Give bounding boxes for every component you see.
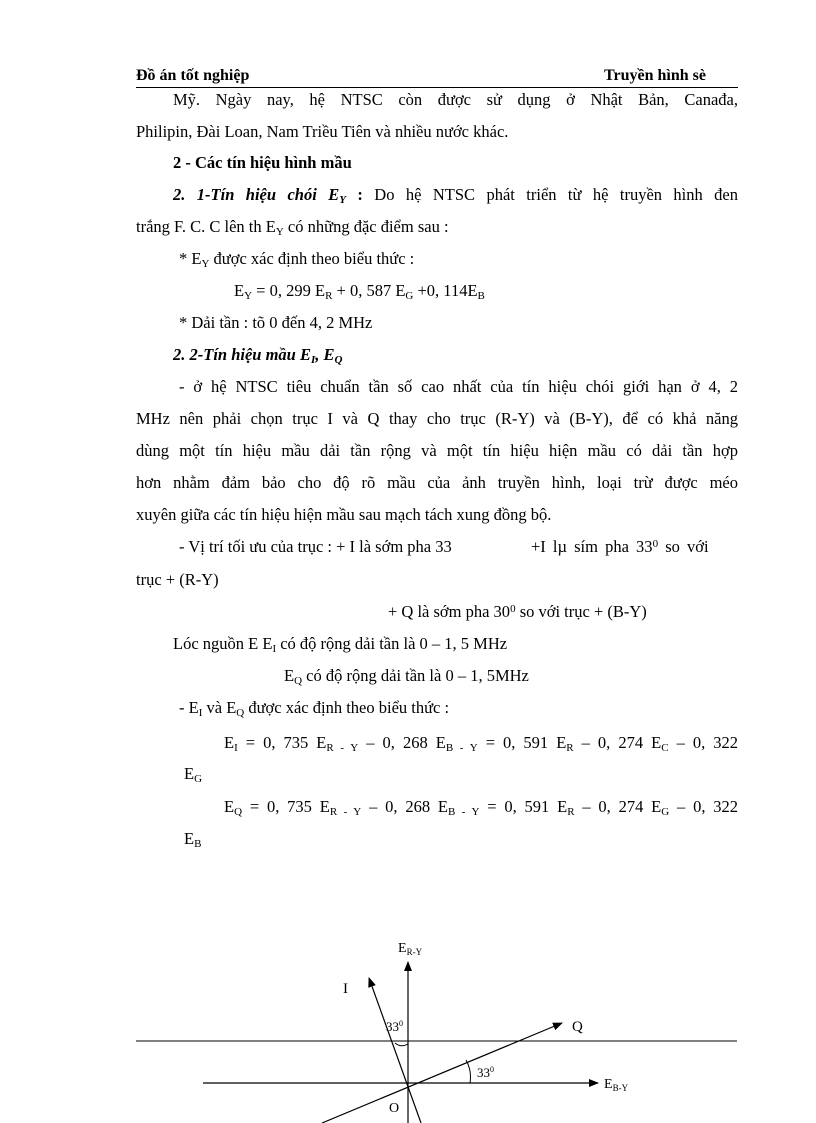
para-line-4: hơn nhằm đảm bảo cho độ rõ mầu của ảnh truyền hình, loại trừ được méo	[136, 473, 738, 492]
para-line-1: - ở hệ NTSC tiêu chuẩn tần số cao nhất của tín hiệu chói giới hạn ở 4, 2	[179, 377, 738, 396]
angle-i-label: $33^0$	[386, 1019, 403, 1034]
bullet-ey-definition: * $E_Y$ được xác định theo biểu thức :	[179, 249, 415, 270]
intro-line-1: Mỹ. Ngày nay, hệ NTSC còn được sử dụng ở Nhật Bản, Canađa,	[173, 90, 738, 109]
section-2-2-heading: 2. 2-Tín hiệu mầu $E_I$, $E_Q$	[173, 345, 343, 366]
intro-line-2: Philipin, Đài Loan, Nam Triều Tiên và nhiều nước khác.	[136, 122, 509, 141]
formula-eq: $E_Q = 0$, 735 $E_{R - Y} - 0$, 268 $E_{B - Y} = 0$, 591 $E_R - 0$, 274 $E_G - 0$, 322	[224, 797, 739, 818]
source-eq-bandwidth: $E_Q$ có độ rộng dải tần là 0 – 1, 5MHz	[284, 666, 529, 687]
formula-ey: $E_Y = 0$, 299 $E_R + 0$, 587 $E_G +0$, $114E_B$	[234, 281, 485, 302]
section-2-1-heading: 2. 1-Tín hiệu chói E	[173, 185, 340, 204]
angle-arc-i	[395, 1043, 408, 1046]
q-axis-position: + Q là sớm pha $30^0$ so với trục + (B-Y)	[388, 602, 647, 621]
optimal-position-a: - Vị trí tối ưu của trục : + I là sớm pha 33	[179, 537, 452, 556]
bullet-bandwidth: * Dải tần : tõ 0 đến 4, 2 MHz	[179, 313, 373, 332]
eby-label: $E_{B-Y}$	[604, 1077, 629, 1093]
q-axis	[322, 1023, 562, 1123]
section-2-title: 2 - Các tín hiệu hình mầu	[173, 153, 352, 172]
formula-eq-tail: $E_B$	[184, 829, 202, 850]
section-2-1-text: Do hệ NTSC phát triển từ hệ truyền hình đen	[374, 185, 738, 204]
ery-label: $E_{R-Y}$	[398, 941, 423, 957]
source-ei-bandwidth: Lóc nguồn E $E_I$ có độ rộng dải tần là 0 – 1, 5 MHz	[173, 634, 508, 655]
section-2-1-heading-line: 2. 1-Tín hiệu chói $E_Y$ : Do hệ NTSC phát triển từ hệ truyền hình đen	[173, 185, 738, 206]
optimal-position-line-2: trục + (R-Y)	[136, 570, 219, 589]
angle-q-label: $33^0$	[477, 1065, 494, 1080]
header-right: Truyền hình sè	[604, 67, 706, 84]
para-line-5: xuyên giữa các tín hiệu hiện mầu sau mạch tách xung đồng bộ.	[136, 505, 552, 524]
angle-arc-q	[466, 1060, 471, 1083]
section-2-1-line-2: trắng F. C. C lên th $E_Y$ có những đặc điểm sau :	[136, 217, 449, 238]
i-label: I	[343, 981, 348, 997]
formula-ei-tail: $E_G$	[184, 764, 203, 785]
formula-ei: $E_I = 0$, 735 $E_{R - Y} - 0$, 268 $E_{B - Y} = 0$, 591 $E_R - 0$, 274 $E_C - 0$, 322	[224, 733, 739, 754]
para-line-2: MHz nên phải chọn trục I và Q thay cho trục (R-Y) và (B-Y), để có khả năng	[136, 409, 738, 428]
optimal-position-b: +I lµ sím pha $33^0$ so với	[531, 537, 709, 556]
ei-eq-definition: - $E_I$ và $E_Q$ được xác định theo biểu thức :	[179, 698, 450, 719]
header-left: Đồ án tốt nghiệp	[136, 67, 250, 84]
para-line-3: dùng một tín hiệu mầu dải tần rộng và một tín hiệu hiện mầu có dải tần hợp	[136, 441, 738, 460]
q-label: Q	[572, 1019, 583, 1035]
origin-label: O	[389, 1101, 400, 1116]
